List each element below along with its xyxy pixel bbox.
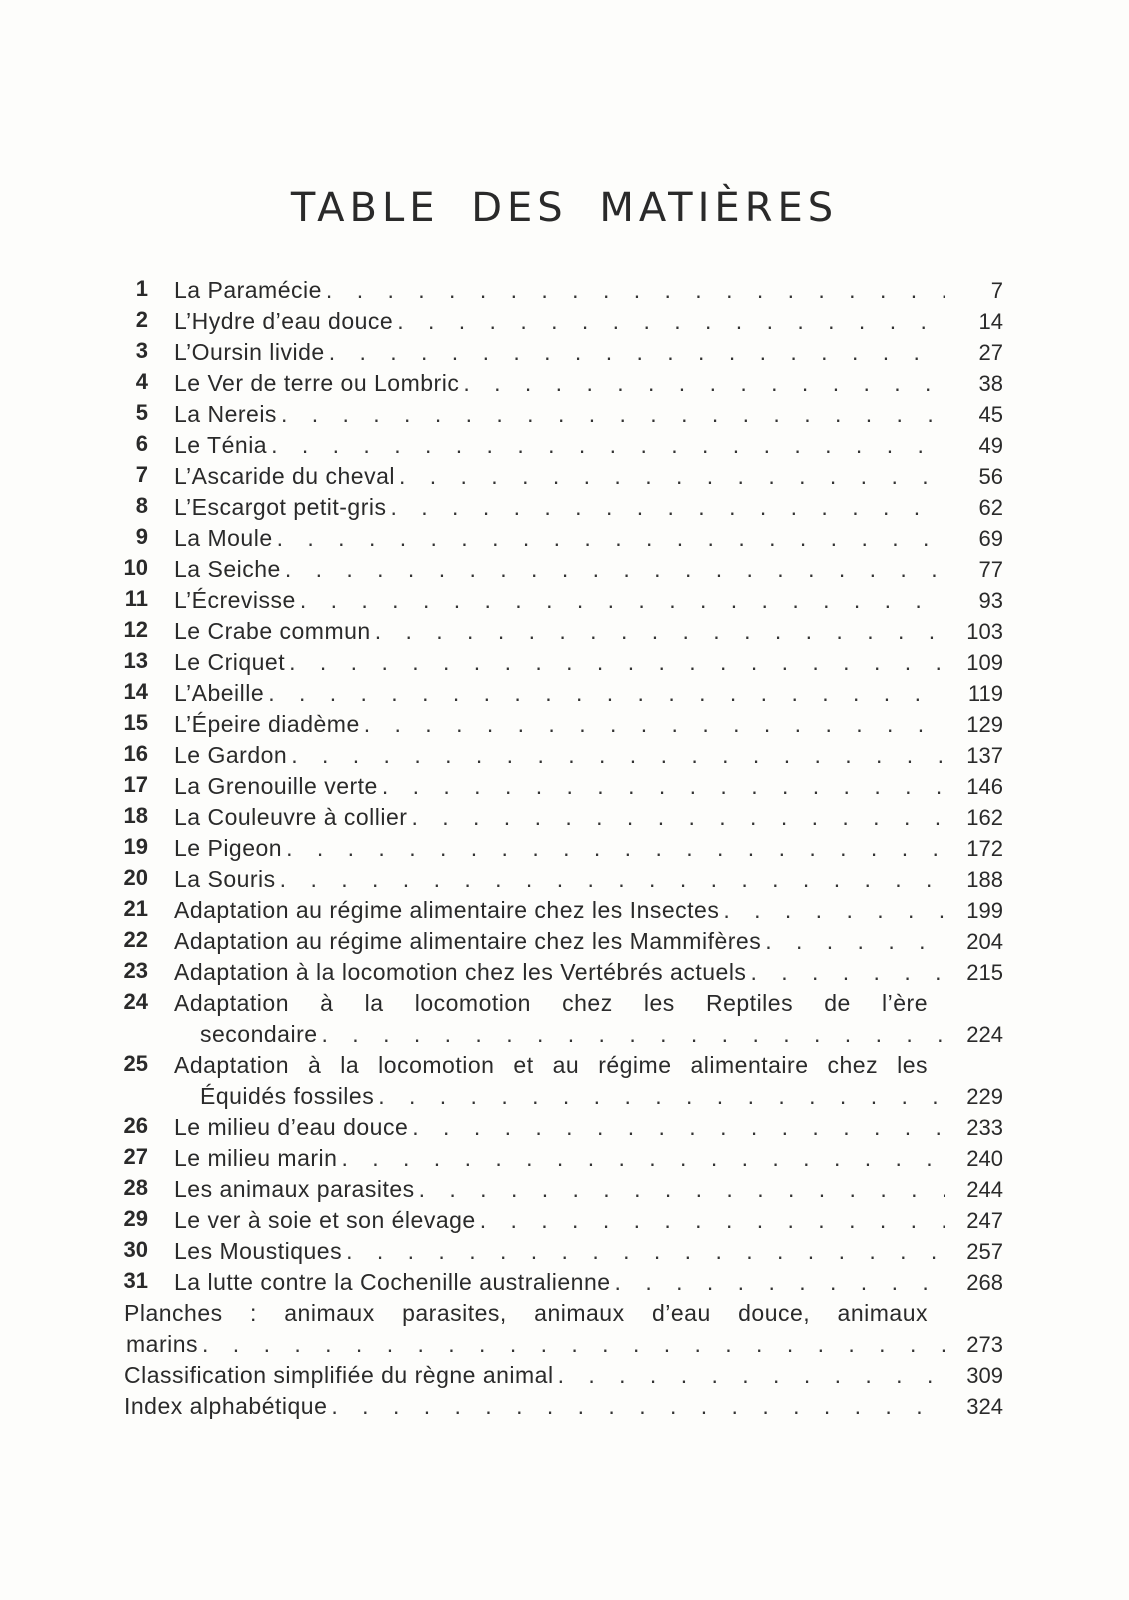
dot-leader xyxy=(280,864,945,895)
toc-entry xyxy=(118,1298,1003,1360)
dot-leader xyxy=(375,616,945,647)
entry-line xyxy=(118,895,1003,926)
entry-line xyxy=(118,585,1003,616)
page-number: 309 xyxy=(966,1363,1003,1388)
entry-title: L’Épeire diadème xyxy=(174,711,360,737)
chapter-number: 24 xyxy=(123,989,148,1014)
dot-leader xyxy=(300,585,945,616)
page-number: 109 xyxy=(966,650,1003,675)
chapter-number: 27 xyxy=(123,1144,148,1169)
entry-line xyxy=(118,647,1003,678)
chapter-number: 16 xyxy=(123,741,148,766)
entry-title: Classification simplifiée du règne animal xyxy=(124,1362,554,1388)
entry-title: Le ver à soie et son élevage xyxy=(174,1207,476,1233)
entry-line xyxy=(118,1391,1003,1422)
table-of-contents xyxy=(118,275,1003,1422)
chapter-number: 22 xyxy=(123,927,148,952)
entry-title: Le milieu marin xyxy=(174,1145,338,1171)
toc-entry xyxy=(118,306,1003,337)
entry-title: La Grenouille verte xyxy=(174,773,378,799)
page-number: 204 xyxy=(966,929,1003,954)
entry-title: Le Ver de terre ou Lombric xyxy=(174,370,460,396)
entry-line xyxy=(118,1112,1003,1143)
entry-title: L’Hydre d’eau douce xyxy=(174,308,394,334)
entry-title: Le Ténia xyxy=(174,432,268,458)
toc-entry xyxy=(118,771,1003,802)
toc-entry xyxy=(118,1391,1003,1422)
entry-title: Le Gardon xyxy=(174,742,288,768)
entry-line xyxy=(118,771,1003,802)
page-number: 69 xyxy=(978,526,1003,551)
chapter-number: 30 xyxy=(123,1237,148,1262)
toc-entry xyxy=(118,1174,1003,1205)
toc-entry xyxy=(118,926,1003,957)
toc-entry xyxy=(118,1143,1003,1174)
entry-title-continuation xyxy=(118,1329,1003,1360)
page-number: 257 xyxy=(966,1239,1003,1264)
chapter-number: 2 xyxy=(135,307,148,332)
chapter-number: 23 xyxy=(123,958,148,983)
page-number: 119 xyxy=(967,681,1003,706)
dot-leader xyxy=(419,1174,945,1205)
entry-line xyxy=(118,1205,1003,1236)
toc-entry xyxy=(118,678,1003,709)
entry-line xyxy=(118,306,1003,337)
dot-leader xyxy=(289,647,945,678)
chapter-number: 12 xyxy=(123,617,148,642)
entry-title-cont: Équidés fossiles xyxy=(200,1083,375,1109)
chapter-number: 1 xyxy=(135,276,148,301)
entry-title: Le Criquet xyxy=(174,649,286,675)
entry-title: La Nereis xyxy=(174,401,277,427)
dot-leader xyxy=(750,957,945,988)
dot-leader xyxy=(291,740,945,771)
page-number: 93 xyxy=(978,588,1003,613)
toc-entry xyxy=(118,988,1003,1050)
dot-leader xyxy=(322,1019,945,1050)
entry-line xyxy=(118,864,1003,895)
page-number: 172 xyxy=(966,836,1003,861)
dot-leader xyxy=(268,678,945,709)
toc-entry xyxy=(118,1205,1003,1236)
toc-entry xyxy=(118,1267,1003,1298)
entry-line xyxy=(118,740,1003,771)
entry-title: L’Abeille xyxy=(174,680,265,706)
page-number: 129 xyxy=(966,712,1003,737)
entry-line xyxy=(118,957,1003,988)
chapter-number: 11 xyxy=(124,586,148,611)
chapter-number: 7 xyxy=(135,462,148,487)
entry-title: La Seiche xyxy=(174,556,281,582)
toc-entry xyxy=(118,554,1003,585)
page-number: 229 xyxy=(966,1084,1003,1109)
toc-entry xyxy=(118,1050,1003,1112)
chapter-number: 28 xyxy=(123,1175,148,1200)
toc-entry xyxy=(118,647,1003,678)
dot-leader xyxy=(271,430,945,461)
entry-title: La Souris xyxy=(174,866,276,892)
chapter-number: 3 xyxy=(135,338,148,363)
chapter-number: 18 xyxy=(123,803,148,828)
toc-entry xyxy=(118,368,1003,399)
dot-leader xyxy=(382,771,945,802)
entry-title: Adaptation à la locomotion et au régime alimentaire chez les xyxy=(174,1052,928,1078)
entry-line xyxy=(118,926,1003,957)
entry-title: Les animaux parasites xyxy=(174,1176,415,1202)
page-number: 62 xyxy=(978,495,1003,520)
page-number: 215 xyxy=(966,960,1003,985)
toc-entry xyxy=(118,492,1003,523)
entry-title: L’Ascaride du cheval xyxy=(174,463,395,489)
entry-title: La Couleuvre à collier xyxy=(174,804,408,830)
entry-title: Le Crabe commun xyxy=(174,618,371,644)
chapter-number: 5 xyxy=(135,400,148,425)
dot-leader xyxy=(412,1112,945,1143)
entry-line xyxy=(118,492,1003,523)
entry-title-line xyxy=(118,1298,1003,1329)
dot-leader xyxy=(202,1329,945,1360)
entry-title-line xyxy=(118,1050,1003,1081)
entry-line xyxy=(118,1236,1003,1267)
dot-leader xyxy=(326,275,945,306)
dot-leader xyxy=(480,1205,945,1236)
entry-title-cont: secondaire xyxy=(200,1021,318,1047)
toc-entry xyxy=(118,461,1003,492)
entry-title: La Moule xyxy=(174,525,273,551)
toc-entry xyxy=(118,275,1003,306)
chapter-number: 21 xyxy=(123,896,148,921)
dot-leader xyxy=(329,337,945,368)
page-number: 137 xyxy=(966,743,1003,768)
toc-entry xyxy=(118,895,1003,926)
chapter-number: 17 xyxy=(123,772,148,797)
chapter-number: 26 xyxy=(123,1113,148,1138)
entry-title: Adaptation à la locomotion chez les Reptiles de l’ère xyxy=(174,990,928,1016)
chapter-number: 6 xyxy=(135,431,148,456)
toc-entry xyxy=(118,399,1003,430)
chapter-number: 14 xyxy=(123,679,148,704)
dot-leader xyxy=(281,399,945,430)
entry-title: L’Écrevisse xyxy=(174,587,296,613)
dot-leader xyxy=(346,1236,945,1267)
entry-title: L’Oursin livide xyxy=(174,339,325,365)
entry-title: Index alphabétique xyxy=(124,1393,328,1419)
toc-entry xyxy=(118,1360,1003,1391)
page-number: 7 xyxy=(990,278,1003,303)
dot-leader xyxy=(558,1360,945,1391)
entry-line xyxy=(118,833,1003,864)
toc-entry xyxy=(118,1236,1003,1267)
page-number: 38 xyxy=(978,371,1003,396)
dot-leader xyxy=(411,802,945,833)
chapter-number: 25 xyxy=(123,1051,148,1076)
entry-line xyxy=(118,678,1003,709)
entry-line xyxy=(118,430,1003,461)
page-number: 27 xyxy=(978,340,1003,365)
dot-leader xyxy=(463,368,945,399)
entry-title: Le milieu d’eau douce xyxy=(174,1114,409,1140)
entry-line xyxy=(118,709,1003,740)
page-number: 268 xyxy=(966,1270,1003,1295)
page-number: 103 xyxy=(966,619,1003,644)
toc-entry xyxy=(118,802,1003,833)
dot-leader xyxy=(615,1267,945,1298)
dot-leader xyxy=(331,1391,945,1422)
page-title: TABLE DES MATIÈRES xyxy=(290,185,839,231)
entry-title: La Paramécie xyxy=(174,277,322,303)
dot-leader xyxy=(397,306,945,337)
page-number: 324 xyxy=(966,1394,1003,1419)
toc-entry xyxy=(118,740,1003,771)
entry-line xyxy=(118,399,1003,430)
dot-leader xyxy=(723,895,945,926)
page-number: 244 xyxy=(966,1177,1003,1202)
page-number: 45 xyxy=(978,402,1003,427)
entry-title: La lutte contre la Cochenille australienne xyxy=(174,1269,611,1295)
chapter-number: 15 xyxy=(123,710,148,735)
toc-entry xyxy=(118,523,1003,554)
chapter-number: 19 xyxy=(123,834,148,859)
entry-title-line xyxy=(118,988,1003,1019)
entry-line xyxy=(118,1267,1003,1298)
dot-leader xyxy=(378,1081,945,1112)
chapter-number: 13 xyxy=(123,648,148,673)
toc-entry xyxy=(118,1112,1003,1143)
dot-leader xyxy=(765,926,945,957)
page-number: 162 xyxy=(966,805,1003,830)
page-number: 273 xyxy=(966,1332,1003,1357)
entry-title: Les Moustiques xyxy=(174,1238,343,1264)
entry-line xyxy=(118,616,1003,647)
entry-title-continuation xyxy=(118,1081,1003,1112)
chapter-number: 10 xyxy=(123,555,148,580)
entry-line xyxy=(118,275,1003,306)
dot-leader xyxy=(285,554,945,585)
dot-leader xyxy=(364,709,945,740)
entry-title: Planches : animaux parasites, animaux d’eau douce, animaux xyxy=(124,1300,928,1326)
entry-line xyxy=(118,1143,1003,1174)
entry-title: Adaptation à la locomotion chez les Vertébrés actuels xyxy=(174,959,747,985)
page-number: 247 xyxy=(966,1208,1003,1233)
toc-entry xyxy=(118,864,1003,895)
entry-line xyxy=(118,1174,1003,1205)
entry-line xyxy=(118,802,1003,833)
page-number: 49 xyxy=(978,433,1003,458)
entry-line xyxy=(118,368,1003,399)
page-number: 199 xyxy=(966,898,1003,923)
toc-entry xyxy=(118,585,1003,616)
toc-entry xyxy=(118,709,1003,740)
entry-title: Le Pigeon xyxy=(174,835,283,861)
entry-title-cont: marins xyxy=(126,1331,199,1357)
toc-entry xyxy=(118,430,1003,461)
chapter-number: 20 xyxy=(123,865,148,890)
dot-leader xyxy=(341,1143,945,1174)
entry-title: Adaptation au régime alimentaire chez les Mammifères xyxy=(174,928,762,954)
entry-title: Adaptation au régime alimentaire chez les Insectes xyxy=(174,897,720,923)
toc-entry xyxy=(118,833,1003,864)
page-number: 188 xyxy=(966,867,1003,892)
entry-line xyxy=(118,554,1003,585)
chapter-number: 31 xyxy=(123,1268,148,1293)
chapter-number: 9 xyxy=(135,524,148,549)
entry-title: L’Escargot petit-gris xyxy=(174,494,387,520)
chapter-number: 29 xyxy=(123,1206,148,1231)
toc-entry xyxy=(118,616,1003,647)
entry-line xyxy=(118,1360,1003,1391)
entry-title-continuation xyxy=(118,1019,1003,1050)
dot-leader xyxy=(286,833,945,864)
page-number: 77 xyxy=(978,557,1003,582)
page-number: 146 xyxy=(966,774,1003,799)
entry-line xyxy=(118,461,1003,492)
page-number: 14 xyxy=(978,309,1003,334)
entry-line xyxy=(118,523,1003,554)
page-number: 224 xyxy=(966,1022,1003,1047)
chapter-number: 4 xyxy=(135,369,148,394)
dot-leader xyxy=(277,523,945,554)
toc-entry xyxy=(118,957,1003,988)
chapter-number: 8 xyxy=(135,493,148,518)
entry-line xyxy=(118,337,1003,368)
page-number: 56 xyxy=(978,464,1003,489)
page-number: 240 xyxy=(966,1146,1003,1171)
dot-leader xyxy=(390,492,945,523)
dot-leader xyxy=(399,461,945,492)
page-number: 233 xyxy=(966,1115,1003,1140)
toc-entry xyxy=(118,337,1003,368)
